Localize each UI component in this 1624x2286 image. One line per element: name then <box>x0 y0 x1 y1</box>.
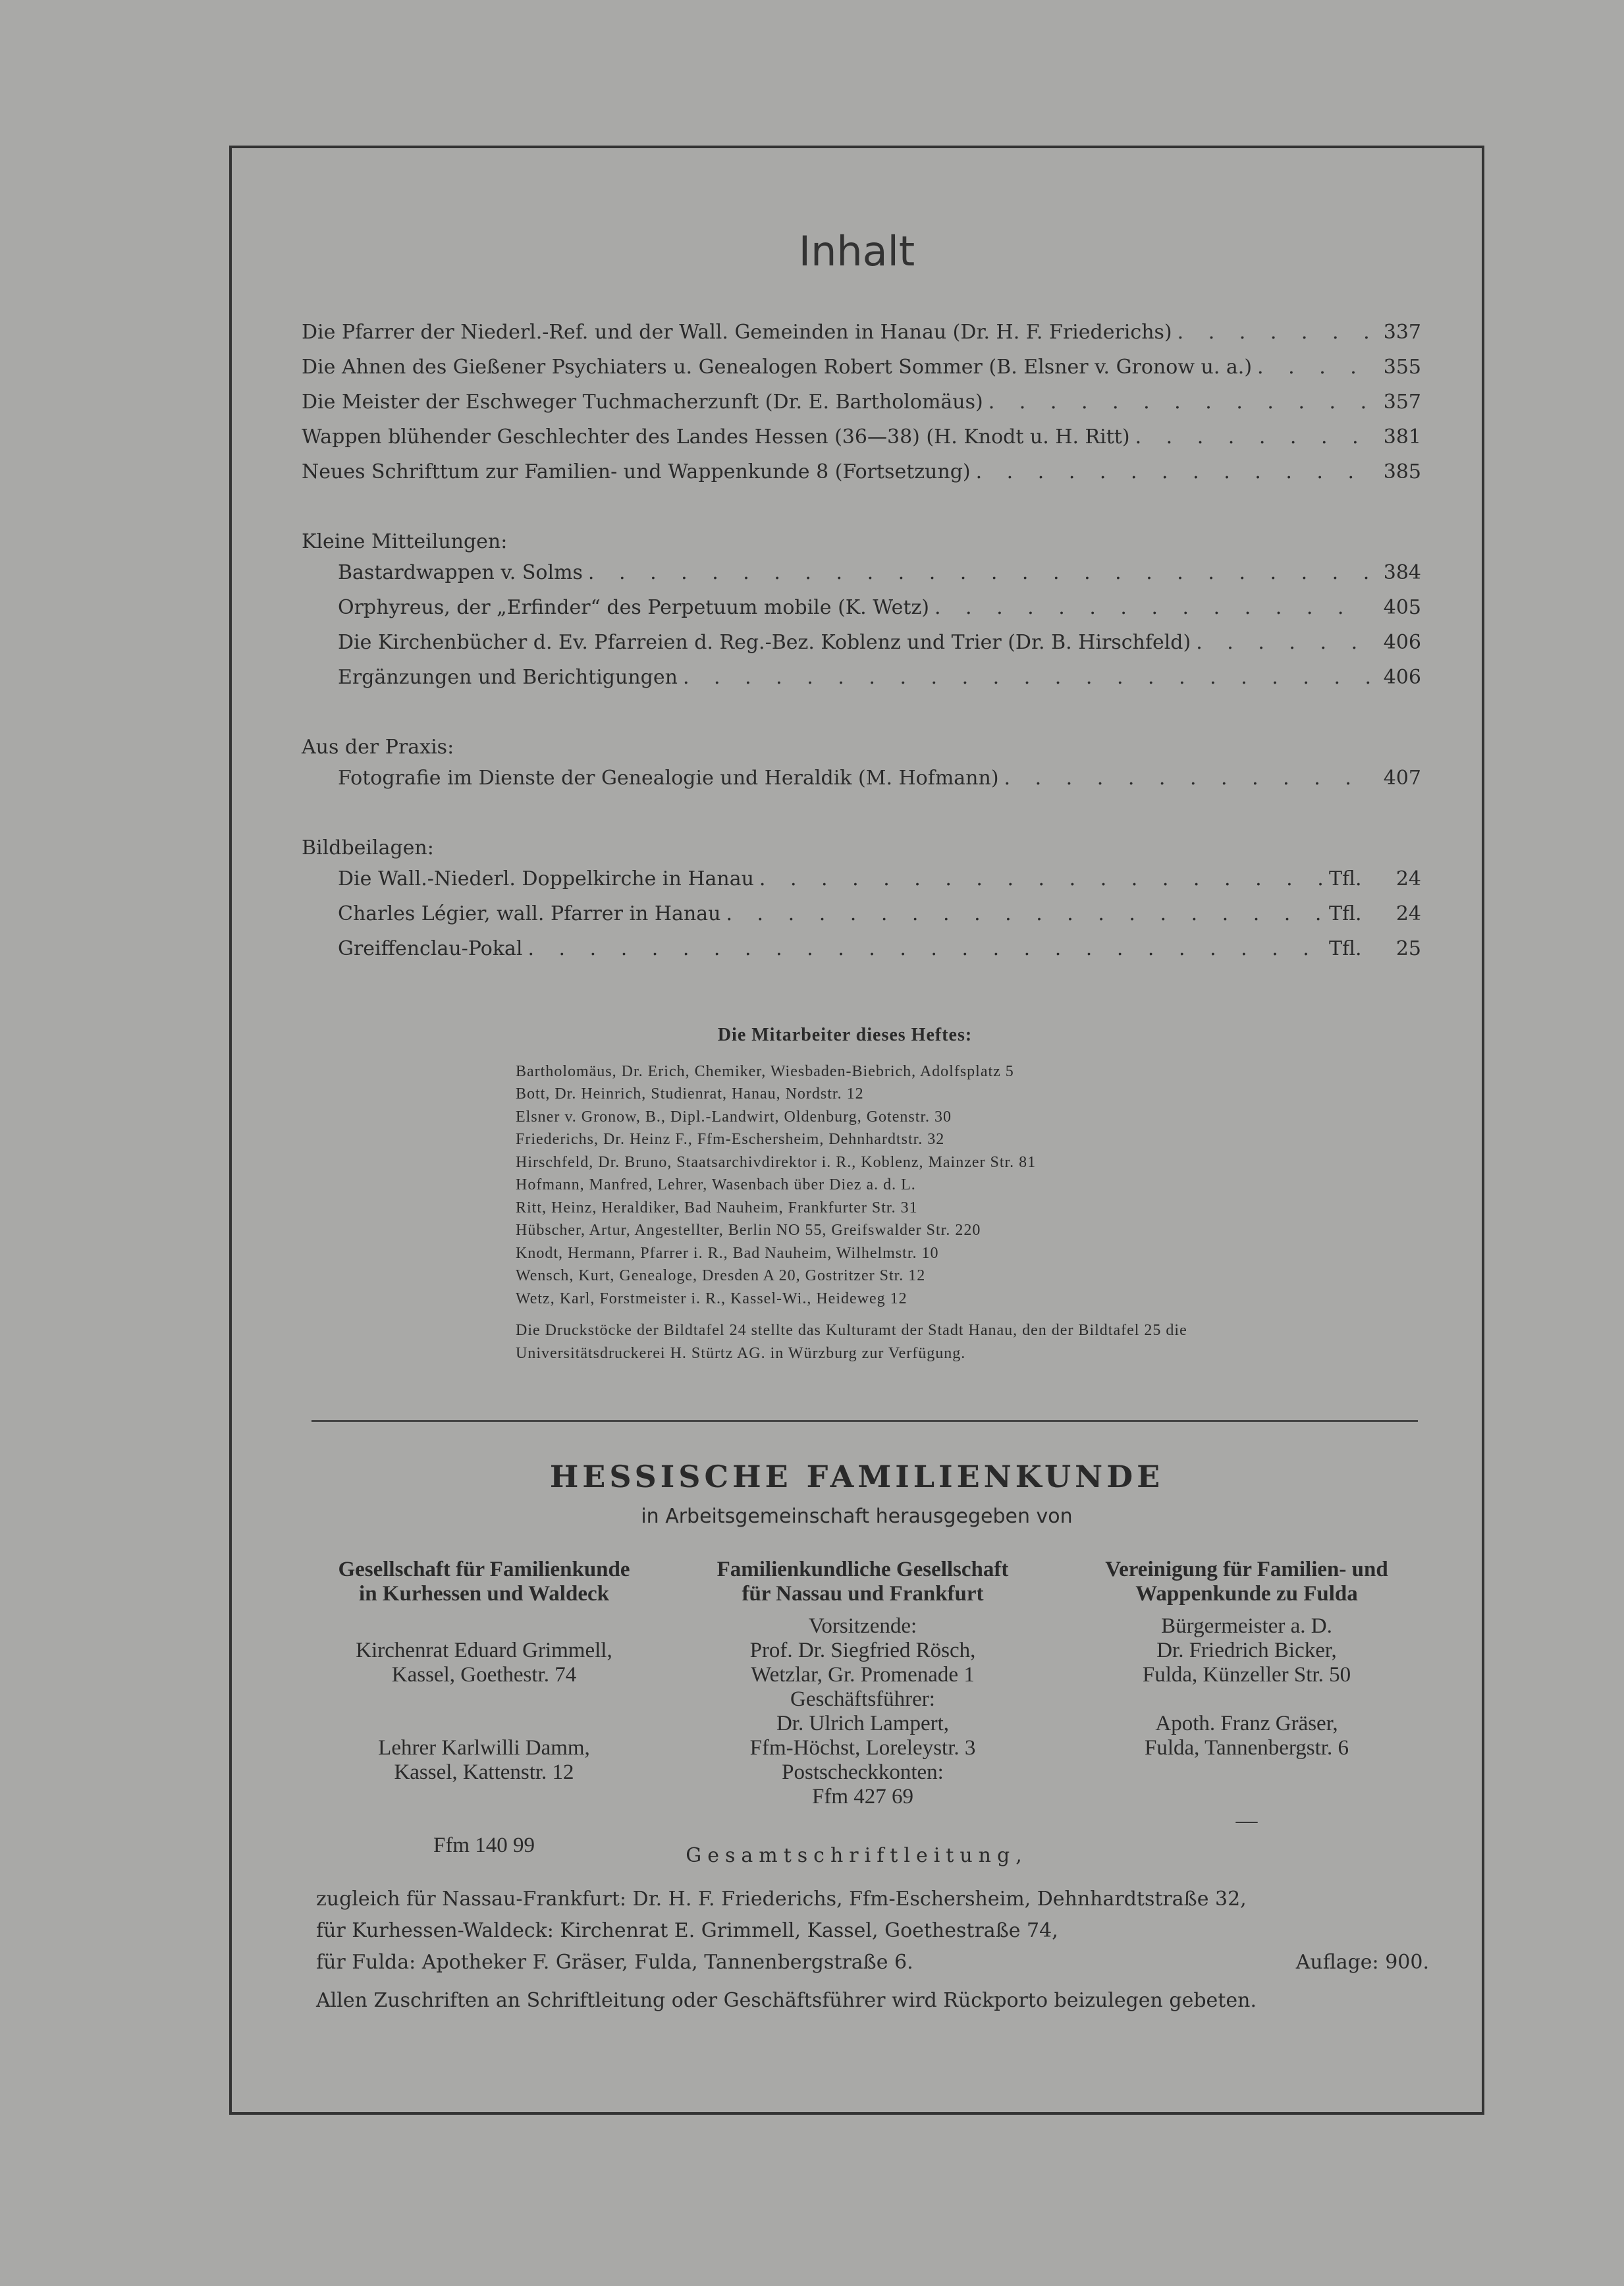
contributor-entry: Bartholomäus, Dr. Erich, Chemiker, Wiesbaden-Biebrich, Adolfsplatz 5 <box>516 1062 1014 1080</box>
plate-prefix: Tfl. <box>1329 937 1362 960</box>
column-line <box>1062 1687 1431 1712</box>
column-line: Ffm-Höchst, Loreleystr. 3 <box>749 1736 976 1760</box>
editorship-line: für Fulda: Apotheker F. Gräser, Fulda, Tannenbergstraße 6. <box>316 1951 913 1974</box>
column-line: Kassel, Kattenstr. 12 <box>394 1760 574 1784</box>
toc-entry-title: Orphyreus, der „Erfinder“ des Perpetuum mobile (K. Wetz) <box>338 596 929 619</box>
toc-entry <box>302 902 1421 937</box>
column-line: Fulda, Tannenbergstr. 6 <box>1145 1736 1349 1760</box>
contributor-entry: Wetz, Karl, Forstmeister i. R., Kassel-Wi., Heideweg 12 <box>516 1290 907 1307</box>
toc-entry <box>302 356 1421 391</box>
toc-entry-page: 25 <box>1395 937 1421 960</box>
column-line: Wetzlar, Gr. Promenade 1 <box>751 1663 975 1687</box>
toc-entry-title: Charles Légier, wall. Pfarrer in Hanau <box>338 902 721 925</box>
dot-leader <box>683 666 1370 689</box>
dot-leader <box>528 937 1324 960</box>
column-line: Vorsitzende: <box>808 1614 917 1638</box>
column-heading: Wappenkunde zu Fulda <box>1135 1582 1358 1606</box>
spacer <box>302 495 1421 522</box>
toc-entry-page: 406 <box>1383 666 1421 689</box>
contributor-entry: Ritt, Heinz, Heraldiker, Bad Nauheim, Frankfurter Str. 31 <box>516 1199 918 1216</box>
column-heading: in Kurhessen und Waldeck <box>359 1582 609 1606</box>
toc-entry-title: Bastardwappen v. Solms <box>338 561 583 584</box>
column-line: Postscheckkonten: <box>782 1760 944 1784</box>
column-heading: für Nassau und Frankfurt <box>742 1582 984 1606</box>
publisher-column-kurhessen <box>300 1558 668 1858</box>
contributor-entry: Hübscher, Artur, Angestellter, Berlin NO 55, Greifswalder Str. 220 <box>516 1222 981 1239</box>
spacer <box>302 802 1421 828</box>
toc-entry <box>302 767 1421 802</box>
column-heading: Vereinigung für Familien- und <box>1105 1558 1388 1581</box>
dot-leader <box>1004 767 1370 790</box>
dot-leader <box>988 391 1370 414</box>
toc-entry-title: Neues Schrifttum zur Familien- und Wappenkunde 8 (Fortsetzung) <box>302 460 971 483</box>
publisher-column-nassau <box>678 1558 1047 1809</box>
toc-entry-page: 385 <box>1383 460 1421 483</box>
toc-entry <box>302 425 1421 460</box>
toc-entry-page: 384 <box>1383 561 1421 584</box>
dot-leader <box>588 561 1370 584</box>
contributor-entry: Hirschfeld, Dr. Bruno, Staatsarchivdirektor i. R., Koblenz, Mainzer Str. 81 <box>516 1153 1037 1171</box>
toc-entry <box>302 631 1421 666</box>
dot-leader <box>934 596 1370 619</box>
toc-entry-page: 405 <box>1383 596 1421 619</box>
column-line <box>1062 1785 1431 1809</box>
column-heading: Familienkundliche Gesellschaft <box>717 1558 1009 1581</box>
contributor-entry: Bott, Dr. Heinrich, Studienrat, Hanau, Nordstr. 12 <box>516 1085 864 1102</box>
editorship-line: für Kurhessen-Waldeck: Kirchenrat E. Grimmell, Kassel, Goethestraße 74, <box>316 1919 1058 1942</box>
contributor-entry: Wensch, Kurt, Genealoge, Dresden A 20, Gostritzer Str. 12 <box>516 1267 926 1284</box>
toc-entry <box>302 321 1421 356</box>
journal-subtitle: in Arbeitsgemeinschaft herausgegeben von <box>641 1505 1073 1528</box>
column-line <box>300 1809 668 1834</box>
contributors-heading: Die Mitarbeiter dieses Heftes: <box>717 1025 973 1045</box>
column-line: Ffm 427 69 <box>811 1785 913 1809</box>
journal-title: HESSISCHE FAMILIENKUNDE <box>549 1459 1164 1494</box>
toc-entry-title: Greiffenclau-Pokal <box>338 937 523 960</box>
spacer <box>678 1606 1047 1614</box>
contributor-entry: Friederichs, Dr. Heinz F., Ffm-Eschersheim, Dehnhardtstr. 32 <box>516 1131 945 1148</box>
plate-prefix: Tfl. <box>1329 867 1362 890</box>
spacer <box>302 701 1421 727</box>
column-line: Ffm 140 99 <box>433 1834 535 1857</box>
dot-leader <box>1196 631 1370 654</box>
circulation: Auflage: 900. <box>1295 1951 1429 1974</box>
toc-entry-title: Die Meister der Eschweger Tuchmacherzunft (Dr. E. Bartholomäus) <box>302 391 983 414</box>
contributors-section <box>516 1024 1503 1365</box>
column-line: — <box>1235 1809 1258 1833</box>
toc-entry <box>302 937 1421 972</box>
column-line: Lehrer Karlwilli Damm, <box>378 1736 590 1760</box>
column-line: Geschäftsführer: <box>790 1687 935 1711</box>
toc-entry <box>302 391 1421 425</box>
table-of-contents <box>302 321 1421 972</box>
spacer <box>1062 1606 1431 1614</box>
column-line: Kassel, Goethestr. 74 <box>391 1663 577 1687</box>
toc-entry <box>302 666 1421 701</box>
toc-entry-page: 337 <box>1383 321 1421 344</box>
editorship-heading: Gesamtschriftleitung, <box>686 1844 1028 1867</box>
contributors-list <box>516 1060 1503 1311</box>
toc-entry-page: 24 <box>1395 867 1421 890</box>
toc-entry-page: 406 <box>1383 631 1421 654</box>
column-line <box>1062 1760 1431 1785</box>
publisher-column-fulda <box>1062 1558 1431 1834</box>
toc-entry <box>302 460 1421 495</box>
toc-entry-title: Ergänzungen und Berichtigungen <box>338 666 678 689</box>
column-line: Fulda, Künzeller Str. 50 <box>1142 1663 1351 1687</box>
divider <box>311 1420 1418 1422</box>
toc-entry-page: 381 <box>1383 425 1421 449</box>
printing-note: Die Druckstöcke der Bildtafel 24 stellte das Kulturamt der Stadt Hanau, den der Bildtafel 25 die Universitätsdruckerei H. Stürtz AG. in Würzburg zur Verfügung. <box>516 1322 1187 1362</box>
spacer <box>300 1606 668 1614</box>
contributor-entry: Knodt, Hermann, Pfarrer i. R., Bad Nauheim, Wilhelmstr. 10 <box>516 1244 939 1262</box>
column-line: Bürgermeister a. D. <box>1161 1614 1332 1638</box>
column-line <box>300 1712 668 1736</box>
column-heading: Gesellschaft für Familienkunde <box>338 1558 630 1581</box>
section-heading: Aus der Praxis: <box>302 735 454 759</box>
column-line <box>300 1785 668 1809</box>
column-line <box>300 1614 668 1639</box>
column-line <box>300 1687 668 1712</box>
toc-entry-title: Die Pfarrer der Niederl.-Ref. und der Wall. Gemeinden in Hanau (Dr. H. F. Friederichs) <box>302 321 1172 344</box>
column-line: Dr. Ulrich Lampert, <box>776 1712 950 1735</box>
closing-note: Allen Zuschriften an Schriftleitung oder Geschäftsführer wird Rückporto beizulegen gebeten. <box>316 1989 1257 2012</box>
section-heading: Bildbeilagen: <box>302 836 434 859</box>
section-heading: Kleine Mitteilungen: <box>302 530 508 553</box>
dot-leader <box>726 902 1324 925</box>
page-title: Inhalt <box>798 227 915 275</box>
dot-leader <box>759 867 1324 890</box>
dot-leader <box>1135 425 1370 449</box>
toc-entry <box>302 867 1421 902</box>
toc-entry-page: 357 <box>1383 391 1421 414</box>
column-line: Apoth. Franz Gräser, <box>1155 1712 1338 1735</box>
column-line: Dr. Friedrich Bicker, <box>1156 1639 1337 1662</box>
column-line: Prof. Dr. Siegfried Rösch, <box>749 1639 976 1662</box>
toc-entry-title: Fotografie im Dienste der Genealogie und Heraldik (M. Hofmann) <box>338 767 999 790</box>
toc-entry-page: 407 <box>1383 767 1421 790</box>
dot-leader <box>1177 321 1370 344</box>
toc-entry-title: Die Wall.-Niederl. Doppelkirche in Hanau <box>338 867 754 890</box>
toc-entry-title: Die Kirchenbücher d. Ev. Pfarreien d. Reg.-Bez. Koblenz und Trier (Dr. B. Hirschfeld) <box>338 631 1191 654</box>
editorship-line: zugleich für Nassau-Frankfurt: Dr. H. F. Friederichs, Ffm-Eschersheim, Dehnhardtstraße 32, <box>316 1888 1247 1911</box>
page-frame <box>229 146 1484 2115</box>
toc-entry <box>302 561 1421 596</box>
toc-entry-title: Die Ahnen des Gießener Psychiaters u. Genealogen Robert Sommer (B. Elsner v. Gronow u. a.) <box>302 356 1253 379</box>
toc-entry-title: Wappen blühender Geschlechter des Landes Hessen (36—38) (H. Knodt u. H. Ritt) <box>302 425 1130 449</box>
dot-leader <box>976 460 1370 483</box>
contributor-entry: Elsner v. Gronow, B., Dipl.-Landwirt, Oldenburg, Gotenstr. 30 <box>516 1108 952 1126</box>
toc-entry-page: 24 <box>1395 902 1421 925</box>
imprint <box>316 1884 1429 2017</box>
toc-entry-page: 355 <box>1383 356 1421 379</box>
plate-prefix: Tfl. <box>1329 902 1362 925</box>
column-line: Kirchenrat Eduard Grimmell, <box>356 1639 612 1662</box>
dot-leader <box>1257 356 1370 379</box>
toc-entry <box>302 596 1421 631</box>
contributor-entry: Hofmann, Manfred, Lehrer, Wasenbach über Diez a. d. L. <box>516 1176 916 1193</box>
